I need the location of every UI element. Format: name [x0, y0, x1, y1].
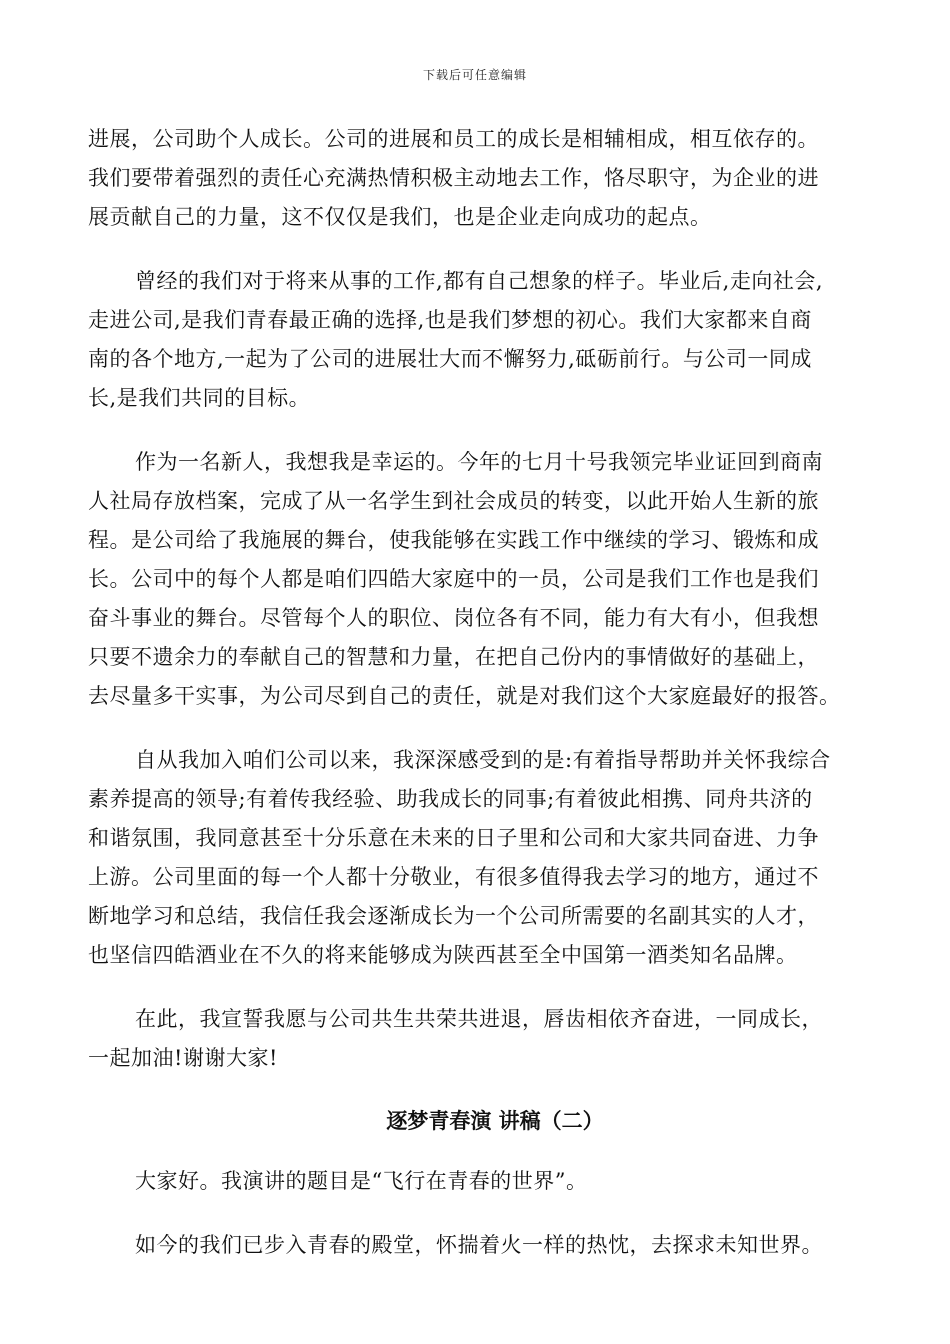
paragraph-line: 奋斗事业的舞台。尽管每个人的职位、岗位各有不同，能力有大有小，但我想 [88, 606, 819, 630]
paragraph-line: 我们要带着强烈的责任心充满热情积极主动地去工作，恪尽职守，为企业的进 [88, 166, 819, 190]
paragraph-line: 一起加油!谢谢大家! [88, 1046, 278, 1070]
paragraph-line: 展贡献自己的力量，这不仅仅是我们，也是企业走向成功的起点。 [88, 205, 712, 229]
paragraph-line: 长,是我们共同的目标。 [88, 386, 311, 410]
paragraph-line: 南的各个地方,一起为了公司的进展壮大而不懈努力,砥砺前行。与公司一同成 [88, 347, 812, 371]
paragraph-line: 程。是公司给了我施展的舞台，使我能够在实践工作中继续的学习、锻炼和成 [88, 528, 819, 552]
paragraph-line: 大家好。我演讲的题目是“飞行在青春的世界”。 [135, 1169, 588, 1193]
paragraph [88, 1162, 862, 1201]
paragraph [88, 741, 862, 975]
paragraph-line: 素养提高的领导;有着传我经验、助我成长的同事;有着彼此相携、同舟共济的 [88, 787, 813, 811]
paragraph-line: 断地学习和总结，我信任我会逐渐成长为一个公司所需要的名副其实的人才， [88, 904, 819, 928]
paragraph-line: 人社局存放档案，完成了从一名学生到社会成员的转变，以此开始人生新的旅 [88, 489, 819, 513]
paragraph-line: 在此，我宣誓我愿与公司共生共荣共进退，唇齿相依齐奋进，一同成长， [135, 1007, 823, 1031]
paragraph-line: 上游。公司里面的每一个人都十分敬业，有很多值得我去学习的地方，通过不 [88, 865, 819, 889]
paragraph [88, 1000, 862, 1078]
page-header: 下载后可任意编辑 [422, 68, 527, 82]
paragraph-line: 去尽量多干实事，为公司尽到自己的责任，就是对我们这个大家庭最好的报答。 [88, 684, 841, 708]
paragraph [88, 1226, 862, 1265]
paragraph [88, 120, 862, 237]
paragraph-line: 如今的我们已步入青春的殿堂，怀揣着火一样的热忱，去探求未知世界。 [135, 1233, 823, 1257]
paragraph-line: 只要不遗余力的奉献自己的智慧和力量，在把自己份内的事情做好的基础上， [88, 645, 819, 669]
paragraph-line: 自从我加入咱们公司以来，我深深感受到的是:有着指导帮助并关怀我综合 [135, 748, 831, 772]
speech-part-one [88, 120, 862, 1078]
paragraph-line: 走进公司,是我们青春最正确的选择,也是我们梦想的初心。我们大家都来自商 [88, 308, 812, 332]
paragraph-line: 作为一名新人，我想我是幸运的。今年的七月十号我领完毕业证回到商南 [135, 450, 823, 474]
section-title: 逐梦青春演 讲稿（二） [386, 1108, 604, 1133]
paragraph-line: 也坚信四皓酒业在不久的将来能够成为陕西甚至全中国第一酒类知名品牌。 [88, 943, 798, 967]
paragraph-line: 和谐氛围，我同意甚至十分乐意在未来的日子里和公司和大家共同奋进、力争 [88, 826, 819, 850]
paragraph-line: 曾经的我们对于将来从事的工作,都有自己想象的样子。毕业后,走向社会, [135, 269, 824, 293]
paragraph [88, 443, 862, 716]
document-body [88, 120, 862, 1290]
paragraph [88, 262, 862, 418]
paragraph-line: 进展，公司助个人成长。公司的进展和员工的成长是相辅相成，相互依存的。 [88, 127, 819, 151]
paragraph-line: 长。公司中的每个人都是咱们四皓大家庭中的一员，公司是我们工作也是我们 [88, 567, 819, 591]
speech-part-two [88, 1162, 862, 1265]
